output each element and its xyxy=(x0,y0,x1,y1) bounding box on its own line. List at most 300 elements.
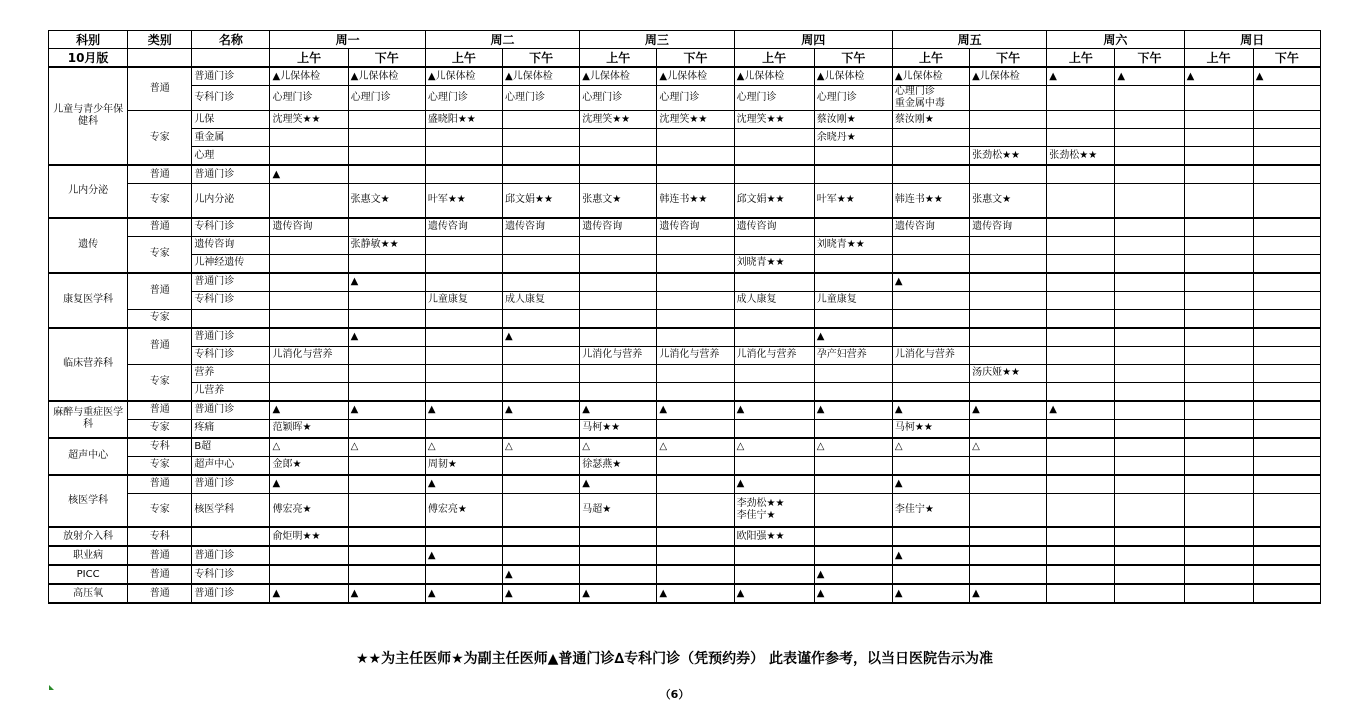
table-row xyxy=(49,328,1321,347)
schedule-cell: 心理门诊 xyxy=(270,86,348,111)
schedule-cell: 遗传咨询 xyxy=(580,218,657,237)
schedule-cell: △ xyxy=(657,438,734,457)
schedule-cell xyxy=(348,147,425,166)
schedule-cell: 心理门诊 xyxy=(425,86,502,111)
clinic-name-cell: 儿内分泌 xyxy=(192,184,270,218)
category-cell: 普通 xyxy=(128,401,192,420)
schedule-cell xyxy=(1253,254,1320,273)
schedule-cell xyxy=(348,129,425,147)
clinic-name-cell: 重金属 xyxy=(192,129,270,147)
halfday-header-am: 上午 xyxy=(1184,49,1253,68)
schedule-cell xyxy=(892,456,969,475)
schedule-cell: ▲ xyxy=(734,584,814,603)
schedule-cell xyxy=(1115,419,1184,438)
schedule-cell xyxy=(657,328,734,347)
schedule-cell xyxy=(814,309,892,328)
table-row xyxy=(49,419,1321,438)
schedule-cell xyxy=(1184,382,1253,401)
category-cell: 普通 xyxy=(128,328,192,365)
schedule-cell xyxy=(1047,456,1115,475)
schedule-cell: ▲ xyxy=(892,475,969,494)
schedule-cell xyxy=(1253,364,1320,382)
schedule-cell: 蔡汝刚★ xyxy=(892,111,969,129)
schedule-cell: 儿童康复 xyxy=(425,291,502,309)
schedule-cell: 张劲松★★ xyxy=(1047,147,1115,166)
schedule-cell xyxy=(425,165,502,184)
page-number: （6） xyxy=(659,688,690,701)
halfday-header-pm: 下午 xyxy=(657,49,734,68)
schedule-cell xyxy=(734,546,814,565)
schedule-cell: ▲ xyxy=(348,401,425,420)
schedule-cell xyxy=(892,382,969,401)
schedule-cell: △ xyxy=(270,438,348,457)
schedule-cell xyxy=(1184,401,1253,420)
schedule-cell xyxy=(734,129,814,147)
schedule-cell: 儿消化与营养 xyxy=(270,346,348,364)
schedule-cell: 张惠文★ xyxy=(580,184,657,218)
schedule-cell xyxy=(657,456,734,475)
schedule-cell xyxy=(580,309,657,328)
day-header-mon: 周一 xyxy=(270,31,425,49)
schedule-cell xyxy=(970,346,1047,364)
schedule-cell xyxy=(503,111,580,129)
schedule-cell xyxy=(348,254,425,273)
schedule-cell: 遗传咨询 xyxy=(425,218,502,237)
schedule-cell xyxy=(503,364,580,382)
schedule-cell: 马超★ xyxy=(580,493,657,527)
schedule-cell: ▲ xyxy=(580,584,657,603)
day-header-tue: 周二 xyxy=(425,31,579,49)
schedule-cell: 邱文娟★★ xyxy=(734,184,814,218)
schedule-cell xyxy=(970,254,1047,273)
department-name: 核医学科 xyxy=(49,475,128,528)
schedule-cell: 蔡汝刚★ xyxy=(814,111,892,129)
schedule-cell xyxy=(657,165,734,184)
schedule-cell xyxy=(425,527,502,546)
schedule-cell: 范颖晖★ xyxy=(270,419,348,438)
schedule-cell xyxy=(348,382,425,401)
schedule-cell xyxy=(1115,273,1184,292)
schedule-cell xyxy=(1047,129,1115,147)
schedule-cell: ▲ xyxy=(1047,67,1115,86)
table-row xyxy=(49,147,1321,166)
category-cell: 专家 xyxy=(128,236,192,273)
schedule-cell xyxy=(814,419,892,438)
schedule-cell xyxy=(1184,438,1253,457)
clinic-name-cell: 普通门诊 xyxy=(192,67,270,86)
schedule-cell xyxy=(734,309,814,328)
schedule-cell: ▲ xyxy=(814,584,892,603)
schedule-cell xyxy=(1253,309,1320,328)
schedule-cell: 心理门诊 xyxy=(734,86,814,111)
schedule-cell xyxy=(734,328,814,347)
schedule-cell: ▲ xyxy=(425,546,502,565)
halfday-header-am: 上午 xyxy=(734,49,814,68)
schedule-cell xyxy=(1253,328,1320,347)
schedule-cell xyxy=(1253,236,1320,254)
schedule-cell xyxy=(1253,218,1320,237)
schedule-cell: 周韧★ xyxy=(425,456,502,475)
schedule-cell xyxy=(657,382,734,401)
schedule-cell: ▲ xyxy=(270,165,348,184)
schedule-cell xyxy=(580,165,657,184)
schedule-cell xyxy=(1047,254,1115,273)
schedule-cell: ▲儿保体检 xyxy=(970,67,1047,86)
category-cell: 专家 xyxy=(128,184,192,218)
schedule-cell xyxy=(580,236,657,254)
schedule-cell xyxy=(892,147,969,166)
schedule-cell xyxy=(892,236,969,254)
schedule-cell xyxy=(1184,218,1253,237)
schedule-cell xyxy=(1184,111,1253,129)
clinic-name-cell: 心理 xyxy=(192,147,270,166)
schedule-cell: 张惠文★ xyxy=(970,184,1047,218)
schedule-cell xyxy=(657,364,734,382)
schedule-cell xyxy=(814,493,892,527)
schedule-cell: 心理门诊 xyxy=(348,86,425,111)
schedule-cell: ▲儿保体检 xyxy=(580,67,657,86)
schedule-cell: 欧阳强★★ xyxy=(734,527,814,546)
schedule-cell xyxy=(1184,456,1253,475)
schedule-cell: ▲ xyxy=(270,401,348,420)
schedule-cell: 刘晓青★★ xyxy=(734,254,814,273)
table-row xyxy=(49,129,1321,147)
schedule-cell xyxy=(1253,475,1320,494)
schedule-cell xyxy=(1184,419,1253,438)
schedule-cell xyxy=(1047,565,1115,584)
schedule-cell: 李劲松★★ 李佳宁★ xyxy=(734,493,814,527)
schedule-cell: ▲儿保体检 xyxy=(734,67,814,86)
schedule-cell xyxy=(734,236,814,254)
schedule-cell xyxy=(270,291,348,309)
clinic-name-cell: 普通门诊 xyxy=(192,165,270,184)
clinic-name-cell: 专科门诊 xyxy=(192,346,270,364)
clinic-name-cell xyxy=(192,527,270,546)
schedule-cell xyxy=(1253,456,1320,475)
schedule-cell xyxy=(1115,129,1184,147)
schedule-cell xyxy=(1047,546,1115,565)
schedule-cell xyxy=(970,273,1047,292)
schedule-cell: 遗传咨询 xyxy=(270,218,348,237)
category-cell: 普通 xyxy=(128,273,192,310)
halfday-header-am: 上午 xyxy=(892,49,969,68)
schedule-cell xyxy=(348,218,425,237)
schedule-cell xyxy=(425,364,502,382)
schedule-cell xyxy=(503,527,580,546)
schedule-cell xyxy=(1184,236,1253,254)
schedule-cell: ▲ xyxy=(503,584,580,603)
schedule-cell: 遗传咨询 xyxy=(892,218,969,237)
schedule-cell xyxy=(892,309,969,328)
schedule-cell: 盛晓阳★★ xyxy=(425,111,502,129)
schedule-cell xyxy=(1047,273,1115,292)
schedule-cell: ▲ xyxy=(892,546,969,565)
schedule-cell: ▲儿保体检 xyxy=(892,67,969,86)
schedule-cell: 儿消化与营养 xyxy=(892,346,969,364)
schedule-cell: ▲ xyxy=(348,584,425,603)
schedule-cell xyxy=(1184,147,1253,166)
schedule-cell xyxy=(503,419,580,438)
table-row xyxy=(49,254,1321,273)
department-name: 放射介入科 xyxy=(49,527,128,546)
schedule-cell xyxy=(1253,184,1320,218)
schedule-cell xyxy=(657,291,734,309)
clinic-name-cell: 营养 xyxy=(192,364,270,382)
schedule-cell xyxy=(348,565,425,584)
schedule-cell xyxy=(503,475,580,494)
schedule-cell xyxy=(1115,546,1184,565)
schedule-cell: 沈理笑★★ xyxy=(657,111,734,129)
schedule-cell xyxy=(1184,165,1253,184)
schedule-cell xyxy=(1253,273,1320,292)
clinic-name-cell: 专科门诊 xyxy=(192,218,270,237)
schedule-cell xyxy=(1184,86,1253,111)
department-name: PICC xyxy=(49,565,128,584)
halfday-header-am: 上午 xyxy=(270,49,348,68)
schedule-cell xyxy=(892,254,969,273)
corner-marker-icon xyxy=(49,685,54,690)
schedule-cell: 儿童康复 xyxy=(814,291,892,309)
schedule-cell xyxy=(892,291,969,309)
schedule-cell: ▲儿保体检 xyxy=(270,67,348,86)
schedule-cell xyxy=(348,475,425,494)
table-row xyxy=(49,236,1321,254)
schedule-cell: ▲儿保体检 xyxy=(503,67,580,86)
schedule-cell xyxy=(970,309,1047,328)
schedule-cell xyxy=(970,565,1047,584)
schedule-cell: ▲ xyxy=(580,475,657,494)
category-cell: 专家 xyxy=(128,419,192,438)
schedule-cell: △ xyxy=(814,438,892,457)
schedule-cell: 儿消化与营养 xyxy=(580,346,657,364)
schedule-cell xyxy=(734,565,814,584)
schedule-cell: ▲ xyxy=(580,401,657,420)
day-header-wed: 周三 xyxy=(580,31,734,49)
schedule-cell xyxy=(1047,438,1115,457)
schedule-cell: 心理门诊 xyxy=(503,86,580,111)
schedule-cell xyxy=(580,565,657,584)
schedule-cell: ▲ xyxy=(425,401,502,420)
department-name: 遗传 xyxy=(49,218,128,273)
schedule-cell xyxy=(814,382,892,401)
halfday-header-pm: 下午 xyxy=(348,49,425,68)
schedule-cell xyxy=(1253,291,1320,309)
schedule-cell: 金郎★ xyxy=(270,456,348,475)
clinic-name-cell: 普通门诊 xyxy=(192,475,270,494)
schedule-cell: 成人康复 xyxy=(734,291,814,309)
schedule-cell: ▲ xyxy=(970,401,1047,420)
schedule-cell xyxy=(892,565,969,584)
table-row xyxy=(49,475,1321,494)
schedule-cell xyxy=(814,165,892,184)
schedule-cell xyxy=(270,328,348,347)
schedule-cell xyxy=(1184,527,1253,546)
category-cell: 普通 xyxy=(128,546,192,565)
schedule-cell xyxy=(657,273,734,292)
schedule-cell: 韩连书★★ xyxy=(892,184,969,218)
schedule-cell xyxy=(814,527,892,546)
schedule-cell xyxy=(425,419,502,438)
table-row xyxy=(49,67,1321,86)
schedule-cell xyxy=(734,165,814,184)
schedule-cell xyxy=(425,236,502,254)
schedule-cell xyxy=(1047,86,1115,111)
table-row xyxy=(49,401,1321,420)
schedule-cell xyxy=(1184,129,1253,147)
schedule-cell xyxy=(503,254,580,273)
department-name: 儿内分泌 xyxy=(49,165,128,218)
schedule-cell xyxy=(1115,86,1184,111)
schedule-cell xyxy=(1115,254,1184,273)
schedule-cell xyxy=(1184,475,1253,494)
table-row xyxy=(49,546,1321,565)
schedule-cell xyxy=(1184,309,1253,328)
schedule-cell: 李佳宁★ xyxy=(892,493,969,527)
category-cell: 专家 xyxy=(128,493,192,527)
clinic-name-cell: 普通门诊 xyxy=(192,546,270,565)
schedule-cell: △ xyxy=(970,438,1047,457)
schedule-cell xyxy=(503,456,580,475)
clinic-name-cell: 疼痛 xyxy=(192,419,270,438)
schedule-cell xyxy=(1184,584,1253,603)
schedule-cell xyxy=(425,382,502,401)
schedule-cell xyxy=(1115,165,1184,184)
schedule-cell: 张劲松★★ xyxy=(970,147,1047,166)
schedule-cell xyxy=(1253,419,1320,438)
schedule-cell xyxy=(1047,328,1115,347)
schedule-cell: ▲ xyxy=(1184,67,1253,86)
schedule-cell xyxy=(657,147,734,166)
schedule-cell xyxy=(970,328,1047,347)
schedule-cell xyxy=(970,493,1047,527)
schedule-cell: ▲儿保体检 xyxy=(657,67,734,86)
schedule-cell xyxy=(814,475,892,494)
department-name: 临床营养科 xyxy=(49,328,128,401)
schedule-cell xyxy=(270,382,348,401)
schedule-cell xyxy=(1047,111,1115,129)
schedule-cell xyxy=(425,565,502,584)
schedule-cell xyxy=(580,328,657,347)
schedule-cell: △ xyxy=(348,438,425,457)
schedule-cell: ▲ xyxy=(503,401,580,420)
table-row xyxy=(49,309,1321,328)
table-row xyxy=(49,527,1321,546)
schedule-cell xyxy=(970,419,1047,438)
schedule-cell: ▲ xyxy=(503,328,580,347)
category-cell: 普通 xyxy=(128,218,192,237)
schedule-cell: 刘晓青★★ xyxy=(814,236,892,254)
schedule-cell xyxy=(1253,438,1320,457)
halfday-header-pm: 下午 xyxy=(814,49,892,68)
department-name: 职业病 xyxy=(49,546,128,565)
schedule-cell: ▲ xyxy=(892,584,969,603)
schedule-cell xyxy=(580,254,657,273)
schedule-cell: ▲ xyxy=(892,401,969,420)
schedule-cell xyxy=(1115,438,1184,457)
schedule-cell xyxy=(734,382,814,401)
clinic-name-cell xyxy=(192,309,270,328)
schedule-cell: 心理门诊 重金属中毒 xyxy=(892,86,969,111)
schedule-cell xyxy=(1253,111,1320,129)
schedule-cell: 傅宏亮★ xyxy=(270,493,348,527)
schedule-cell: ▲ xyxy=(503,565,580,584)
schedule-cell: ▲ xyxy=(657,584,734,603)
schedule-cell xyxy=(734,456,814,475)
schedule-cell xyxy=(580,147,657,166)
schedule-cell xyxy=(1115,291,1184,309)
schedule-cell xyxy=(1047,291,1115,309)
schedule-cell xyxy=(1115,218,1184,237)
legend-note: ★★为主任医师★为副主任医师▲普通门诊∆专科门诊（凭预约券） 此表谨作参考，以当日医院告示为准 xyxy=(355,651,994,667)
day-header-sat: 周六 xyxy=(1047,31,1184,49)
schedule-cell xyxy=(270,273,348,292)
schedule-cell xyxy=(892,328,969,347)
schedule-cell: ▲ xyxy=(814,401,892,420)
clinic-name-cell: 儿保 xyxy=(192,111,270,129)
schedule-cell xyxy=(1115,584,1184,603)
schedule-cell xyxy=(970,546,1047,565)
schedule-cell xyxy=(970,382,1047,401)
clinic-name-cell: 普通门诊 xyxy=(192,273,270,292)
clinic-name-cell: 专科门诊 xyxy=(192,565,270,584)
schedule-cell xyxy=(1047,419,1115,438)
schedule-cell xyxy=(1115,456,1184,475)
schedule-cell: ▲ xyxy=(425,475,502,494)
schedule-cell xyxy=(580,546,657,565)
schedule-cell xyxy=(270,254,348,273)
clinic-name-cell: 儿营养 xyxy=(192,382,270,401)
schedule-cell: ▲ xyxy=(348,273,425,292)
schedule-cell xyxy=(1253,565,1320,584)
table-row xyxy=(49,273,1321,292)
schedule-cell xyxy=(657,493,734,527)
schedule-cell: 成人康复 xyxy=(503,291,580,309)
category-cell: 普通 xyxy=(128,165,192,184)
clinic-name-cell: 超声中心 xyxy=(192,456,270,475)
schedule-cell xyxy=(814,254,892,273)
schedule-cell: 心理门诊 xyxy=(580,86,657,111)
category-cell: 专家 xyxy=(128,309,192,328)
table-row xyxy=(49,493,1321,527)
clinic-name-cell: 专科门诊 xyxy=(192,86,270,111)
department-name: 儿童与青少年保健科 xyxy=(49,67,128,165)
schedule-cell xyxy=(580,364,657,382)
schedule-cell xyxy=(1047,218,1115,237)
schedule-cell xyxy=(348,309,425,328)
schedule-cell xyxy=(270,309,348,328)
schedule-cell xyxy=(1253,546,1320,565)
schedule-cell: 儿消化与营养 xyxy=(734,346,814,364)
schedule-cell xyxy=(1184,565,1253,584)
schedule-cell xyxy=(503,165,580,184)
schedule-cell xyxy=(1253,86,1320,111)
schedule-cell: 张惠文★ xyxy=(348,184,425,218)
schedule-cell xyxy=(503,147,580,166)
schedule-cell xyxy=(1047,346,1115,364)
schedule-cell xyxy=(1184,273,1253,292)
schedule-cell xyxy=(814,273,892,292)
schedule-cell xyxy=(657,475,734,494)
schedule-cell xyxy=(1115,346,1184,364)
schedule-cell: ▲ xyxy=(734,475,814,494)
schedule-cell: ▲儿保体检 xyxy=(814,67,892,86)
schedule-cell: △ xyxy=(580,438,657,457)
schedule-cell xyxy=(580,291,657,309)
schedule-cell xyxy=(348,291,425,309)
table-row xyxy=(49,382,1321,401)
schedule-cell xyxy=(892,129,969,147)
schedule-cell xyxy=(970,527,1047,546)
